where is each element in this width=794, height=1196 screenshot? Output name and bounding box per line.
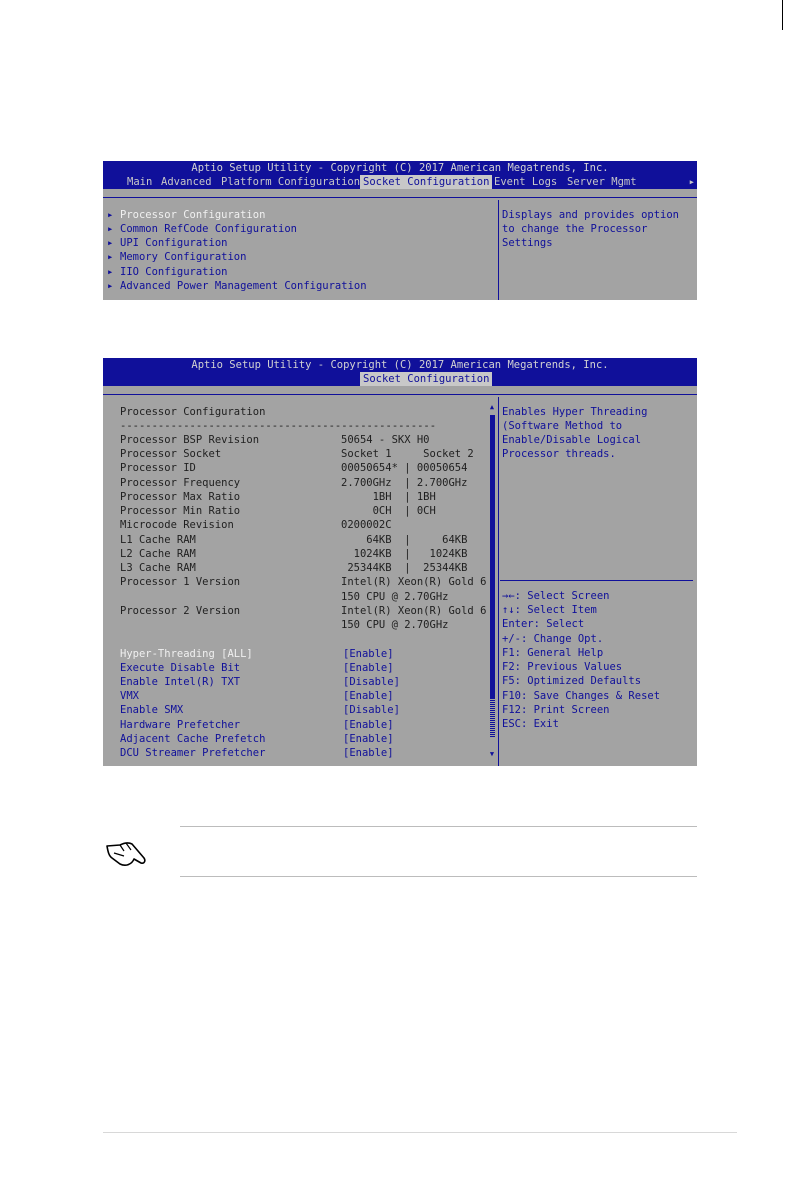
scrollbar[interactable] (488, 403, 496, 758)
pane-divider (498, 200, 499, 300)
menu-item-processor-configuration[interactable]: Processor Configuration (120, 209, 266, 221)
tab-advanced[interactable]: Advanced (161, 176, 212, 188)
bios-body (103, 394, 697, 766)
info-value-processor-2-version-cont: 150 CPU @ 2.70GHz (341, 619, 449, 631)
option-enable-txt[interactable]: Enable Intel(R) TXT (120, 676, 241, 688)
hand-note-icon (104, 834, 152, 870)
key-help-f10: F10: Save Changes & Reset (502, 690, 661, 702)
info-label-min-ratio: Processor Min Ratio (120, 505, 241, 517)
help-text-line: Enables Hyper Threading (502, 406, 648, 418)
info-value-l1-cache: 64KB | 64KB (341, 534, 468, 546)
info-label-processor-frequency: Processor Frequency (120, 477, 241, 489)
scrollbar-track[interactable] (490, 698, 495, 738)
bios-title: Aptio Setup Utility - Copyright (C) 2017 American Megatrends, Inc. (191, 162, 609, 174)
submenu-arrow-icon: ▸ (107, 266, 114, 278)
key-help-f5: F5: Optimized Defaults (502, 675, 642, 687)
info-label-processor-2-version: Processor 2 Version (120, 605, 241, 617)
info-value-processor-1-version-cont: 150 CPU @ 2.70GHz (341, 591, 449, 603)
submenu-arrow-icon: ▸ (107, 237, 114, 249)
bios-screen-socket-menu (103, 161, 697, 300)
info-value-processor-socket: Socket 1 Socket 2 (341, 448, 474, 460)
help-text-line: Displays and provides option (502, 209, 680, 221)
submenu-arrow-icon: ▸ (107, 280, 114, 292)
info-value-min-ratio: 0CH | 0CH (341, 505, 436, 517)
option-hardware-prefetcher[interactable]: Hardware Prefetcher (120, 719, 241, 731)
info-label-processor-id: Processor ID (120, 462, 196, 474)
bios-tab-bar (103, 372, 697, 386)
info-label-l3-cache: L3 Cache RAM (120, 562, 196, 574)
key-help-select-screen: →←: Select Screen (502, 590, 610, 602)
option-hyper-threading[interactable]: Hyper-Threading [ALL] (120, 648, 253, 660)
option-enable-smx-value[interactable]: [Disable] (343, 704, 400, 716)
option-enable-smx[interactable]: Enable SMX (120, 704, 184, 716)
key-help-change-opt: +/-: Change Opt. (502, 633, 604, 645)
info-value-processor-id: 00050654* | 00050654 (341, 462, 468, 474)
pane-divider (498, 397, 499, 766)
bios-screen-processor-configuration (103, 358, 697, 766)
key-help-f1: F1: General Help (502, 647, 604, 659)
info-value-processor-1-version: Intel(R) Xeon(R) Gold 6 (341, 576, 487, 588)
key-help-select-item: ↑↓: Select Item (502, 604, 597, 616)
option-vmx-value[interactable]: [Enable] (343, 690, 394, 702)
page-edge-line (782, 0, 783, 30)
tab-platform-configuration[interactable]: Platform Configuration (221, 176, 361, 188)
option-vmx[interactable]: VMX (120, 690, 139, 702)
scrollbar-thumb[interactable] (490, 415, 495, 698)
option-execute-disable-bit-value[interactable]: [Enable] (343, 662, 394, 674)
scroll-down-icon[interactable]: ▼ (489, 750, 495, 758)
info-value-bsp-revision: 50654 - SKX H0 (341, 434, 430, 446)
key-help-esc: ESC: Exit (502, 718, 559, 730)
help-text-line: to change the Processor (502, 223, 648, 235)
key-help-f2: F2: Previous Values (502, 661, 623, 673)
option-adjacent-cache-prefetch-value[interactable]: [Enable] (343, 733, 394, 745)
info-label-max-ratio: Processor Max Ratio (120, 491, 241, 503)
info-label-processor-socket: Processor Socket (120, 448, 222, 460)
info-value-max-ratio: 1BH | 1BH (341, 491, 436, 503)
help-text-line: Processor threads. (502, 448, 616, 460)
scroll-up-icon[interactable]: ▲ (489, 403, 495, 411)
footer-rule (103, 1132, 737, 1133)
note-bottom-rule (180, 876, 697, 877)
info-value-processor-2-version: Intel(R) Xeon(R) Gold 6 (341, 605, 487, 617)
menu-item-advanced-power-management[interactable]: Advanced Power Management Configuration (120, 280, 367, 292)
help-text-line: Enable/Disable Logical (502, 434, 642, 446)
info-label-processor-1-version: Processor 1 Version (120, 576, 241, 588)
option-dcu-streamer-prefetcher-value[interactable]: [Enable] (343, 747, 394, 759)
info-label-l1-cache: L1 Cache RAM (120, 534, 196, 546)
tab-socket-configuration[interactable]: Socket Configuration (360, 175, 492, 189)
menu-item-upi-configuration[interactable]: UPI Configuration (120, 237, 228, 249)
info-label-microcode-revision: Microcode Revision (120, 519, 234, 531)
tab-server-mgmt[interactable]: Server Mgmt (567, 176, 637, 188)
option-adjacent-cache-prefetch[interactable]: Adjacent Cache Prefetch (120, 733, 266, 745)
info-value-l3-cache: 25344KB | 25344KB (341, 562, 468, 574)
help-text-line: (Software Method to (502, 420, 623, 432)
tab-scroll-right-icon[interactable]: ▸ (688, 176, 695, 188)
tab-main[interactable]: Main (127, 176, 153, 188)
submenu-arrow-icon: ▸ (107, 209, 114, 221)
tab-event-logs[interactable]: Event Logs (494, 176, 558, 188)
note-top-rule (180, 826, 697, 827)
tab-socket-configuration[interactable]: Socket Configuration (360, 372, 492, 386)
key-help-f12: F12: Print Screen (502, 704, 610, 716)
menu-item-iio-configuration[interactable]: IIO Configuration (120, 266, 228, 278)
info-label-l2-cache: L2 Cache RAM (120, 548, 196, 560)
section-heading: Processor Configuration (120, 406, 266, 418)
option-enable-txt-value[interactable]: [Disable] (343, 676, 400, 688)
bios-header (103, 161, 697, 189)
help-keys-divider (500, 580, 693, 581)
menu-item-memory-configuration[interactable]: Memory Configuration (120, 251, 247, 263)
info-value-processor-frequency: 2.700GHz | 2.700GHz (341, 477, 468, 489)
bios-tab-bar (103, 175, 697, 189)
bios-title: Aptio Setup Utility - Copyright (C) 2017 American Megatrends, Inc. (191, 359, 609, 371)
submenu-arrow-icon: ▸ (107, 223, 114, 235)
section-separator: -------------------------------------------------- (120, 420, 437, 432)
option-hardware-prefetcher-value[interactable]: [Enable] (343, 719, 394, 731)
option-hyper-threading-value[interactable]: [Enable] (343, 648, 394, 660)
info-value-l2-cache: 1024KB | 1024KB (341, 548, 468, 560)
info-label-bsp-revision: Processor BSP Revision (120, 434, 260, 446)
bios-header (103, 358, 697, 386)
option-dcu-streamer-prefetcher[interactable]: DCU Streamer Prefetcher (120, 747, 266, 759)
help-text-line: Settings (502, 237, 553, 249)
bios-body (103, 197, 697, 300)
key-help-enter: Enter: Select (502, 618, 585, 630)
info-value-microcode-revision: 0200002C (341, 519, 392, 531)
menu-item-common-refcode[interactable]: Common RefCode Configuration (120, 223, 298, 235)
option-execute-disable-bit[interactable]: Execute Disable Bit (120, 662, 241, 674)
submenu-arrow-icon: ▸ (107, 251, 114, 263)
